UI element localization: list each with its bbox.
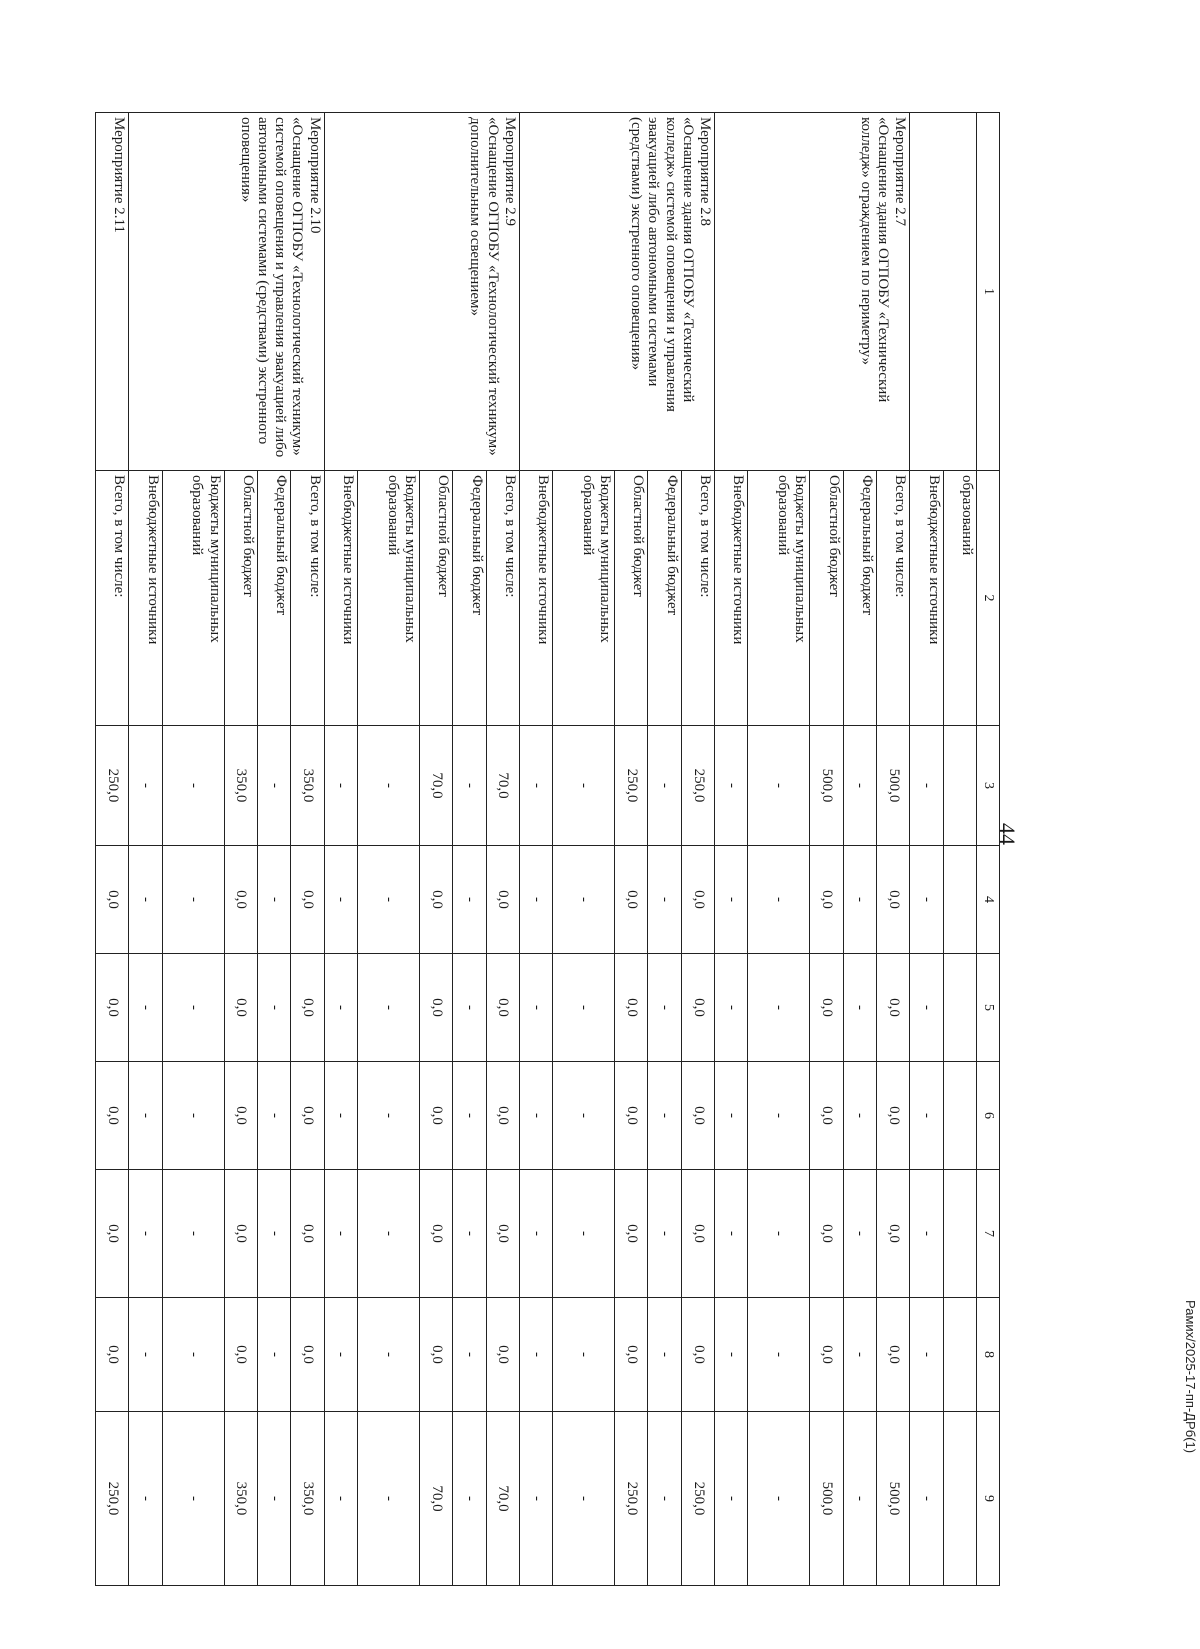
value-cell-col-8: - — [715, 1298, 748, 1412]
value-cell-col-6: 0,0 — [681, 1062, 714, 1170]
funding-source-cell: образований — [943, 471, 976, 726]
value-cell-col-5: - — [162, 954, 224, 1062]
value-cell-col-3: - — [519, 726, 552, 846]
value-cell-col-7 — [943, 1170, 976, 1298]
value-cell-col-9: 250,0 — [96, 1412, 129, 1586]
funding-source-cell: Всего, в том числе: — [681, 471, 714, 726]
value-cell-col-5: 0,0 — [615, 954, 648, 1062]
funding-source-cell: Областной бюджет — [224, 471, 257, 726]
value-cell-col-3: 350,0 — [291, 726, 324, 846]
value-cell-col-9: - — [162, 1412, 224, 1586]
table-row — [943, 113, 976, 1586]
value-cell-col-5: - — [129, 954, 162, 1062]
column-header-4: 4 — [977, 846, 1000, 954]
activity-name-cell: Мероприятие 2.8 «Оснащение здания ОГПОБУ «Технический колледж» системой оповещения и управления эвакуацией либо автономными системами (средствами) экстренного оповещения» — [519, 113, 714, 471]
page-number: 44 — [995, 823, 1020, 845]
value-cell-col-5 — [943, 954, 976, 1062]
funding-source-cell: Бюджеты муниципальных образований — [748, 471, 810, 726]
value-cell-col-7: 0,0 — [681, 1170, 714, 1298]
value-cell-col-9 — [943, 1412, 976, 1586]
value-cell-col-4 — [943, 846, 976, 954]
column-header-5: 5 — [977, 954, 1000, 1062]
value-cell-col-9: 500,0 — [876, 1412, 909, 1586]
value-cell-col-6: 0,0 — [96, 1062, 129, 1170]
value-cell-col-9: 250,0 — [615, 1412, 648, 1586]
value-cell-col-4: 0,0 — [291, 846, 324, 954]
value-cell-col-4: - — [453, 846, 486, 954]
funding-source-cell: Бюджеты муниципальных образований — [358, 471, 420, 726]
header-row — [977, 113, 1000, 1586]
value-cell-col-5: - — [553, 954, 615, 1062]
funding-source-cell: Всего, в том числе: — [96, 471, 129, 726]
value-cell-col-6: - — [324, 1062, 357, 1170]
value-cell-col-8: 0,0 — [96, 1298, 129, 1412]
value-cell-col-3 — [943, 726, 976, 846]
value-cell-col-3: - — [257, 726, 290, 846]
value-cell-col-5: 0,0 — [681, 954, 714, 1062]
value-cell-col-7: - — [553, 1170, 615, 1298]
value-cell-col-3: - — [453, 726, 486, 846]
value-cell-col-4: 0,0 — [681, 846, 714, 954]
value-cell-col-7: 0,0 — [291, 1170, 324, 1298]
funding-source-cell: Внебюджетные источники — [129, 471, 162, 726]
table-row — [876, 113, 909, 1586]
funding-source-cell: Бюджеты муниципальных образований — [162, 471, 224, 726]
value-cell-col-6: 0,0 — [810, 1062, 843, 1170]
value-cell-col-8: - — [257, 1298, 290, 1412]
value-cell-col-5: - — [648, 954, 681, 1062]
value-cell-col-5: - — [324, 954, 357, 1062]
value-cell-col-8: 0,0 — [419, 1298, 452, 1412]
value-cell-col-4: 0,0 — [615, 846, 648, 954]
value-cell-col-8: - — [453, 1298, 486, 1412]
value-cell-col-4: - — [129, 846, 162, 954]
funding-source-cell: Внебюджетные источники — [910, 471, 943, 726]
activity-name-cell: Мероприятие 2.11 — [96, 113, 129, 471]
value-cell-col-3: 250,0 — [615, 726, 648, 846]
value-cell-col-9: - — [519, 1412, 552, 1586]
value-cell-col-6: - — [519, 1062, 552, 1170]
value-cell-col-6: - — [715, 1062, 748, 1170]
financing-table-container — [95, 112, 1000, 1585]
funding-source-cell: Федеральный бюджет — [453, 471, 486, 726]
value-cell-col-3: - — [162, 726, 224, 846]
value-cell-col-4: 0,0 — [96, 846, 129, 954]
column-header-3: 3 — [977, 726, 1000, 846]
table-body — [96, 113, 1000, 1586]
value-cell-col-7: 0,0 — [876, 1170, 909, 1298]
value-cell-col-8: - — [553, 1298, 615, 1412]
value-cell-col-4: - — [519, 846, 552, 954]
value-cell-col-7: - — [129, 1170, 162, 1298]
value-cell-col-3: 70,0 — [419, 726, 452, 846]
value-cell-col-8: - — [324, 1298, 357, 1412]
value-cell-col-3: 500,0 — [810, 726, 843, 846]
value-cell-col-3: 250,0 — [96, 726, 129, 846]
value-cell-col-8: 0,0 — [224, 1298, 257, 1412]
value-cell-col-8 — [943, 1298, 976, 1412]
value-cell-col-9: 70,0 — [486, 1412, 519, 1586]
value-cell-col-4: - — [843, 846, 876, 954]
value-cell-col-6: - — [453, 1062, 486, 1170]
funding-source-cell: Областной бюджет — [419, 471, 452, 726]
value-cell-col-8: - — [519, 1298, 552, 1412]
value-cell-col-3: 500,0 — [876, 726, 909, 846]
value-cell-col-4: 0,0 — [486, 846, 519, 954]
value-cell-col-5: - — [519, 954, 552, 1062]
activity-name-cell: Мероприятие 2.9 «Оснащение ОГПОБУ «Технологический техникум» дополнительным освещением» — [324, 113, 519, 471]
value-cell-col-6: 0,0 — [291, 1062, 324, 1170]
value-cell-col-8: - — [358, 1298, 420, 1412]
funding-source-cell: Федеральный бюджет — [648, 471, 681, 726]
value-cell-col-5: - — [715, 954, 748, 1062]
value-cell-col-9: 250,0 — [681, 1412, 714, 1586]
value-cell-col-7: - — [715, 1170, 748, 1298]
value-cell-col-8: - — [910, 1298, 943, 1412]
value-cell-col-5: - — [910, 954, 943, 1062]
value-cell-col-3: - — [910, 726, 943, 846]
value-cell-col-7: 0,0 — [810, 1170, 843, 1298]
value-cell-col-8: 0,0 — [681, 1298, 714, 1412]
column-header-6: 6 — [977, 1062, 1000, 1170]
value-cell-col-3: 70,0 — [486, 726, 519, 846]
value-cell-col-3: 350,0 — [224, 726, 257, 846]
value-cell-col-9: 500,0 — [810, 1412, 843, 1586]
column-header-9: 9 — [977, 1412, 1000, 1586]
value-cell-col-4: - — [648, 846, 681, 954]
table-row — [486, 113, 519, 1586]
value-cell-col-6: - — [748, 1062, 810, 1170]
value-cell-col-6: 0,0 — [486, 1062, 519, 1170]
value-cell-col-8: 0,0 — [486, 1298, 519, 1412]
value-cell-col-9: - — [843, 1412, 876, 1586]
value-cell-col-6: - — [648, 1062, 681, 1170]
value-cell-col-6: - — [553, 1062, 615, 1170]
funding-source-cell: Областной бюджет — [810, 471, 843, 726]
value-cell-col-3: - — [324, 726, 357, 846]
value-cell-col-3: - — [129, 726, 162, 846]
value-cell-col-4: - — [162, 846, 224, 954]
value-cell-col-8: - — [748, 1298, 810, 1412]
funding-source-cell: Бюджеты муниципальных образований — [553, 471, 615, 726]
value-cell-col-5: 0,0 — [876, 954, 909, 1062]
value-cell-col-6: 0,0 — [615, 1062, 648, 1170]
value-cell-col-7: - — [453, 1170, 486, 1298]
value-cell-col-7: - — [519, 1170, 552, 1298]
value-cell-col-4: - — [553, 846, 615, 954]
value-cell-col-5: - — [453, 954, 486, 1062]
value-cell-col-8: - — [162, 1298, 224, 1412]
column-header-7: 7 — [977, 1170, 1000, 1298]
value-cell-col-7: - — [843, 1170, 876, 1298]
value-cell-col-9: - — [910, 1412, 943, 1586]
column-header-8: 8 — [977, 1298, 1000, 1412]
value-cell-col-3: - — [553, 726, 615, 846]
value-cell-col-4: 0,0 — [810, 846, 843, 954]
funding-source-cell: Федеральный бюджет — [843, 471, 876, 726]
value-cell-col-7: - — [910, 1170, 943, 1298]
financing-table — [95, 112, 1000, 1586]
value-cell-col-5: 0,0 — [224, 954, 257, 1062]
value-cell-col-5: - — [358, 954, 420, 1062]
funding-source-cell: Внебюджетные источники — [715, 471, 748, 726]
value-cell-col-3: - — [358, 726, 420, 846]
funding-source-cell: Всего, в том числе: — [486, 471, 519, 726]
column-header-1: 1 — [977, 113, 1000, 471]
value-cell-col-9: 350,0 — [291, 1412, 324, 1586]
funding-source-cell: Федеральный бюджет — [257, 471, 290, 726]
value-cell-col-7: - — [748, 1170, 810, 1298]
value-cell-col-6: 0,0 — [419, 1062, 452, 1170]
value-cell-col-6: 0,0 — [876, 1062, 909, 1170]
value-cell-col-6: - — [257, 1062, 290, 1170]
value-cell-col-7: - — [648, 1170, 681, 1298]
value-cell-col-9: 350,0 — [224, 1412, 257, 1586]
value-cell-col-6: - — [910, 1062, 943, 1170]
value-cell-col-4: - — [324, 846, 357, 954]
document-code: Рамих/2025-17-пп-ДРб(1) — [1183, 1300, 1198, 1454]
table-row — [291, 113, 324, 1586]
value-cell-col-8: 0,0 — [876, 1298, 909, 1412]
value-cell-col-9: - — [748, 1412, 810, 1586]
value-cell-col-7: - — [324, 1170, 357, 1298]
funding-source-cell: Всего, в том числе: — [291, 471, 324, 726]
value-cell-col-8: - — [648, 1298, 681, 1412]
value-cell-col-5: 0,0 — [486, 954, 519, 1062]
value-cell-col-5: 0,0 — [291, 954, 324, 1062]
funding-source-cell: Внебюджетные источники — [324, 471, 357, 726]
value-cell-col-4: - — [257, 846, 290, 954]
value-cell-col-8: - — [129, 1298, 162, 1412]
funding-source-cell: Внебюджетные источники — [519, 471, 552, 726]
value-cell-col-5: 0,0 — [810, 954, 843, 1062]
value-cell-col-7: - — [358, 1170, 420, 1298]
value-cell-col-5: - — [257, 954, 290, 1062]
value-cell-col-8: 0,0 — [615, 1298, 648, 1412]
value-cell-col-3: - — [748, 726, 810, 846]
value-cell-col-5: - — [748, 954, 810, 1062]
funding-source-cell: Всего, в том числе: — [876, 471, 909, 726]
value-cell-col-9: - — [257, 1412, 290, 1586]
activity-name-cell: Мероприятие 2.7 «Оснащение здания ОГПОБУ «Технический колледж» ограждением по периметру» — [715, 113, 910, 471]
value-cell-col-9: - — [715, 1412, 748, 1586]
value-cell-col-9: - — [324, 1412, 357, 1586]
value-cell-col-3: 250,0 — [681, 726, 714, 846]
value-cell-col-6: - — [129, 1062, 162, 1170]
value-cell-col-8: 0,0 — [810, 1298, 843, 1412]
value-cell-col-6: - — [162, 1062, 224, 1170]
value-cell-col-8: - — [843, 1298, 876, 1412]
value-cell-col-5: - — [843, 954, 876, 1062]
value-cell-col-9: - — [129, 1412, 162, 1586]
funding-source-cell: Областной бюджет — [615, 471, 648, 726]
value-cell-col-6: 0,0 — [224, 1062, 257, 1170]
value-cell-col-3: - — [715, 726, 748, 846]
activity-name-cell — [910, 113, 977, 471]
value-cell-col-7: 0,0 — [224, 1170, 257, 1298]
value-cell-col-4: 0,0 — [876, 846, 909, 954]
value-cell-col-9: - — [648, 1412, 681, 1586]
value-cell-col-7: - — [162, 1170, 224, 1298]
value-cell-col-5: 0,0 — [419, 954, 452, 1062]
table-row — [96, 113, 129, 1586]
value-cell-col-7: 0,0 — [615, 1170, 648, 1298]
value-cell-col-5: 0,0 — [96, 954, 129, 1062]
value-cell-col-4: 0,0 — [419, 846, 452, 954]
value-cell-col-3: - — [843, 726, 876, 846]
value-cell-col-8: 0,0 — [291, 1298, 324, 1412]
value-cell-col-4: - — [358, 846, 420, 954]
value-cell-col-3: - — [648, 726, 681, 846]
value-cell-col-9: - — [358, 1412, 420, 1586]
value-cell-col-6: - — [358, 1062, 420, 1170]
value-cell-col-4: 0,0 — [224, 846, 257, 954]
value-cell-col-7: - — [257, 1170, 290, 1298]
value-cell-col-9: 70,0 — [419, 1412, 452, 1586]
value-cell-col-7: 0,0 — [419, 1170, 452, 1298]
value-cell-col-6: - — [843, 1062, 876, 1170]
value-cell-col-9: - — [553, 1412, 615, 1586]
value-cell-col-9: - — [453, 1412, 486, 1586]
value-cell-col-4: - — [715, 846, 748, 954]
activity-name-cell: Мероприятие 2.10 «Оснащение ОГПОБУ «Технологический техникум» системой оповещения и управления эвакуацией либо автономными системами (средствами) экстренного оповещения» — [129, 113, 324, 471]
value-cell-col-4: - — [910, 846, 943, 954]
column-header-2: 2 — [977, 471, 1000, 726]
value-cell-col-4: - — [748, 846, 810, 954]
value-cell-col-7: 0,0 — [486, 1170, 519, 1298]
value-cell-col-6 — [943, 1062, 976, 1170]
table-row — [681, 113, 714, 1586]
value-cell-col-7: 0,0 — [96, 1170, 129, 1298]
